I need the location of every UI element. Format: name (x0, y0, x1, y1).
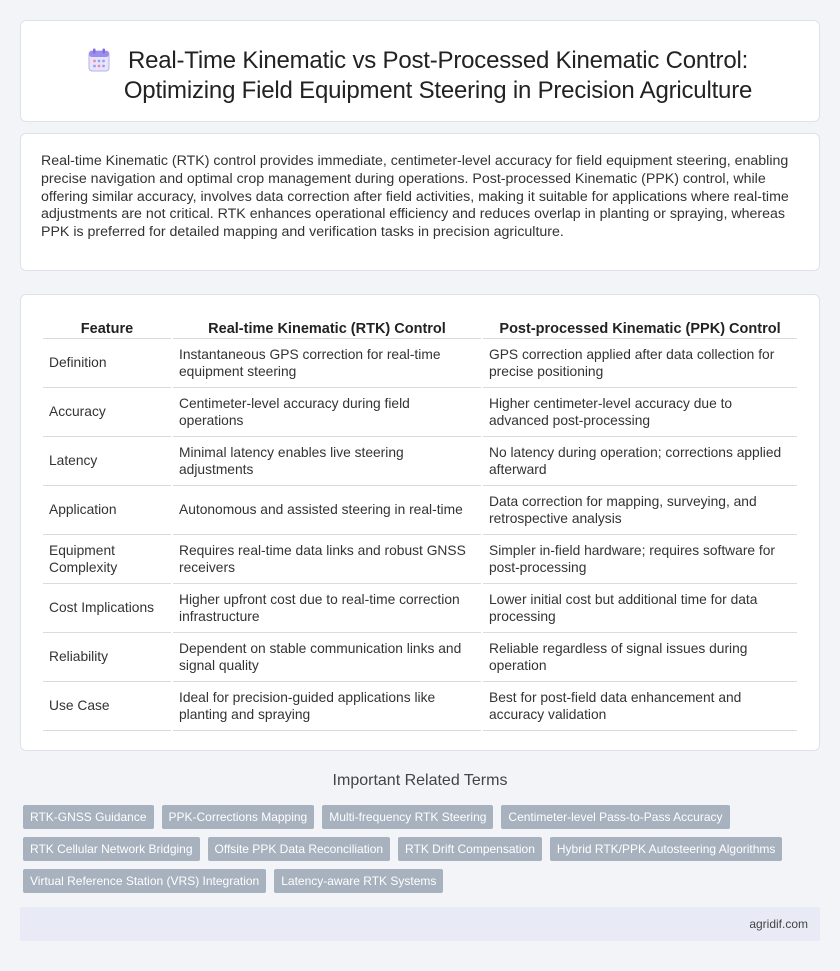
ppk-cell: No latency during operation; corrections applied afterward (483, 437, 797, 486)
rtk-cell: Higher upfront cost due to real-time correction infrastructure (173, 584, 481, 633)
table-header-row (43, 315, 797, 339)
related-term-tag[interactable]: Centimeter-level Pass-to-Pass Accuracy (501, 805, 729, 829)
feature-cell: Equipment Complexity (43, 535, 171, 584)
title-line-1: Real-Time Kinematic vs Post-Processed Kinematic Control: (127, 47, 749, 74)
table-row (43, 486, 797, 535)
related-term-tag[interactable]: PPK-Corrections Mapping (162, 805, 315, 829)
related-term-tag[interactable]: RTK Cellular Network Bridging (23, 837, 200, 861)
rtk-cell: Centimeter-level accuracy during field operations (173, 388, 481, 437)
header-ppk: Post-processed Kinematic (PPK) Control (483, 315, 797, 339)
related-term-tag[interactable]: Offsite PPK Data Reconciliation (208, 837, 391, 861)
feature-cell: Cost Implications (43, 584, 171, 633)
page-title (21, 21, 819, 106)
rtk-cell: Dependent on stable communication links and signal quality (173, 633, 481, 682)
ppk-cell: Lower initial cost but additional time for data processing (483, 584, 797, 633)
rtk-cell: Minimal latency enables live steering adjustments (173, 437, 481, 486)
related-term-tag[interactable]: Virtual Reference Station (VRS) Integration (23, 869, 266, 893)
rtk-cell: Requires real-time data links and robust GNSS receivers (173, 535, 481, 584)
ppk-cell: GPS correction applied after data collection for precise positioning (483, 339, 797, 388)
title-card (20, 20, 820, 122)
table-row (43, 437, 797, 486)
footer (20, 907, 820, 941)
feature-cell: Reliability (43, 633, 171, 682)
table-row (43, 535, 797, 584)
table-row (43, 339, 797, 388)
related-term-tag[interactable]: RTK-GNSS Guidance (23, 805, 154, 829)
header-feature: Feature (43, 315, 171, 339)
table-row (43, 388, 797, 437)
table-row (43, 633, 797, 682)
summary-card (20, 133, 820, 271)
related-term-tag[interactable]: Multi-frequency RTK Steering (322, 805, 493, 829)
rtk-cell: Ideal for precision-guided applications like planting and spraying (173, 682, 481, 731)
ppk-cell: Best for post-field data enhancement and accuracy validation (483, 682, 797, 731)
title-line-2: Optimizing Field Equipment Steering in Precision Agriculture (123, 77, 753, 104)
summary-paragraph: Real-time Kinematic (RTK) control provides immediate, centimeter-level accuracy for field equipment steering, enabling precise navigation and optimal crop management during operations. Post-processed Kinematic (PPK) control, while offering similar accuracy, involves data correction after field activities, making it suitable for applications where real-time adjustments are not critical. RTK enhances operational efficiency and reduces overlap in planting or spraying, whereas PPK is preferred for detailed mapping and verification tasks in precision agriculture. (41, 153, 789, 241)
header-rtk: Real-time Kinematic (RTK) Control (173, 315, 481, 339)
calendar-icon (88, 48, 110, 72)
ppk-cell: Simpler in-field hardware; requires software for post-processing (483, 535, 797, 584)
ppk-cell: Higher centimeter-level accuracy due to advanced post-processing (483, 388, 797, 437)
table-row (43, 584, 797, 633)
comparison-table (41, 315, 799, 731)
ppk-cell: Reliable regardless of signal issues during operation (483, 633, 797, 682)
feature-cell: Accuracy (43, 388, 171, 437)
related-terms-list (23, 805, 813, 893)
related-term-tag[interactable]: Latency-aware RTK Systems (274, 869, 443, 893)
rtk-cell: Autonomous and assisted steering in real-time (173, 486, 481, 535)
footer-site-link[interactable]: agridif.com (749, 917, 808, 931)
feature-cell: Use Case (43, 682, 171, 731)
feature-cell: Latency (43, 437, 171, 486)
comparison-table-card (20, 294, 820, 751)
table-row (43, 682, 797, 731)
feature-cell: Application (43, 486, 171, 535)
title-text (124, 46, 752, 106)
related-terms-heading: Important Related Terms (332, 772, 508, 789)
rtk-cell: Instantaneous GPS correction for real-time equipment steering (173, 339, 481, 388)
related-term-tag[interactable]: Hybrid RTK/PPK Autosteering Algorithms (550, 837, 783, 861)
feature-cell: Definition (43, 339, 171, 388)
ppk-cell: Data correction for mapping, surveying, and retrospective analysis (483, 486, 797, 535)
related-term-tag[interactable]: RTK Drift Compensation (398, 837, 542, 861)
